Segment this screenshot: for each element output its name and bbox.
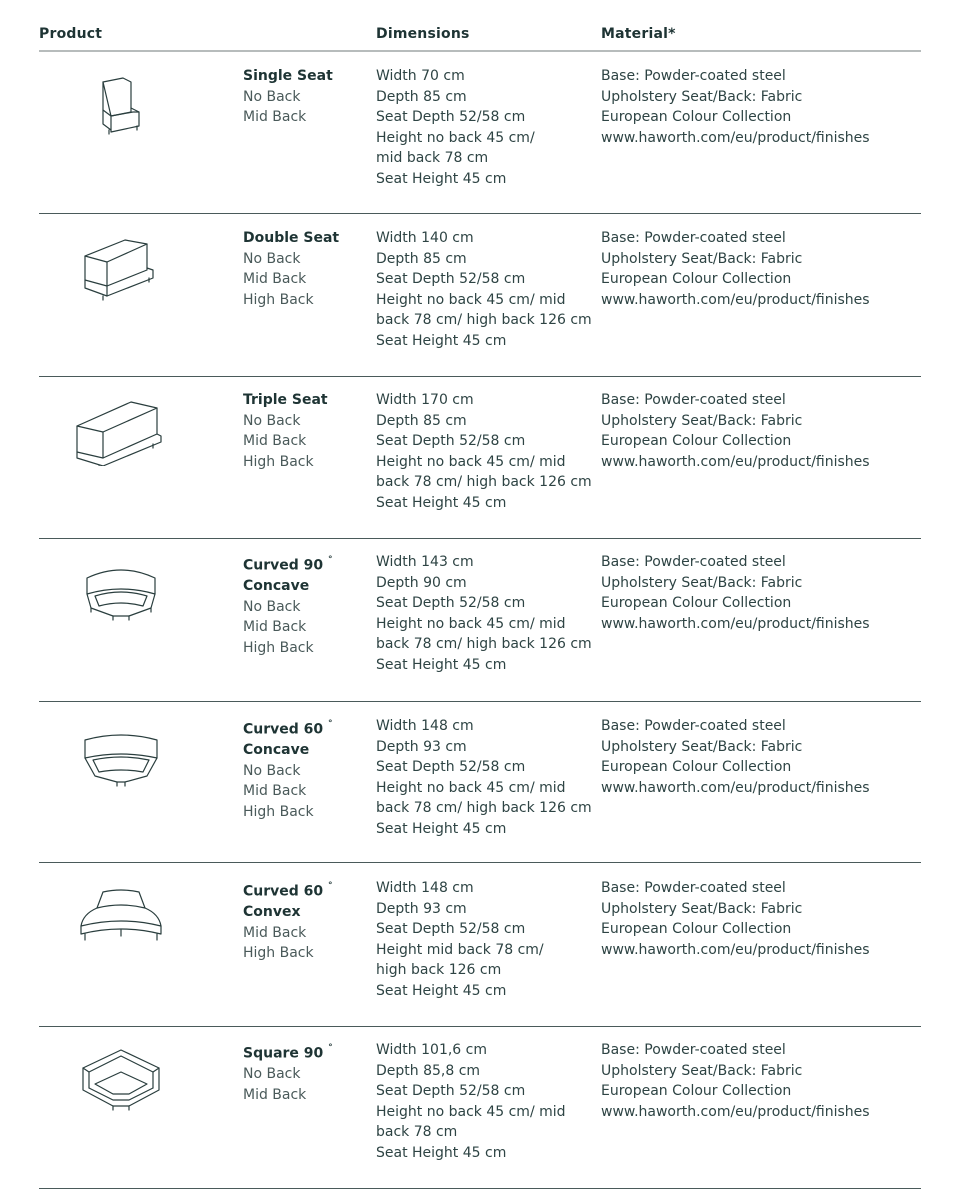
dimension-line: Width 140 cm xyxy=(376,230,474,246)
material-line: Base: Powder-coated steel xyxy=(601,230,786,246)
product-name: Convex xyxy=(243,904,301,921)
finishes-link[interactable]: www.haworth.com/eu/product/finishes xyxy=(601,453,870,470)
back-option: High Back xyxy=(243,453,314,470)
dimension-line: back 78 cm/ high back 126 cm xyxy=(376,800,592,816)
back-option: Mid Back xyxy=(243,1086,307,1103)
table-header xyxy=(39,26,921,52)
back-option: High Back xyxy=(243,945,314,962)
material-line: Base: Powder-coated steel xyxy=(601,718,786,734)
back-option: No Back xyxy=(243,762,301,779)
dimensions-block xyxy=(376,878,591,1001)
material-line: European Colour Collection xyxy=(601,595,792,611)
product-name: Double Seat xyxy=(243,230,340,246)
dimension-line: Width 101,6 cm xyxy=(376,1042,487,1058)
back-option: Mid Back xyxy=(243,619,307,636)
dimension-line: Width 70 cm xyxy=(376,68,465,84)
dimension-line: Height mid back 78 cm/ xyxy=(376,941,544,958)
back-option: No Back xyxy=(243,598,301,615)
dimension-line: Seat Height 45 cm xyxy=(376,656,507,673)
material-line: Upholstery Seat/Back: Fabric xyxy=(601,574,803,591)
material-block xyxy=(601,390,901,472)
dimension-line: Seat Height 45 cm xyxy=(376,982,507,999)
dimension-line: mid back 78 cm xyxy=(376,150,489,166)
finishes-link[interactable]: www.haworth.com/eu/product/finishes xyxy=(601,129,870,146)
dimension-line: Width 148 cm xyxy=(376,880,474,896)
material-block xyxy=(601,66,901,148)
dimension-line: Height no back 45 cm/ mid xyxy=(376,291,566,308)
dimension-line: Width 170 cm xyxy=(376,392,474,408)
material-line: Base: Powder-coated steel xyxy=(601,880,786,896)
material-block xyxy=(601,878,901,960)
material-line: Upholstery Seat/Back: Fabric xyxy=(601,1062,803,1079)
material-line: Upholstery Seat/Back: Fabric xyxy=(601,250,803,267)
dimension-line: Seat Depth 52/58 cm xyxy=(376,595,526,611)
dimension-line: high back 126 cm xyxy=(376,962,502,978)
dimension-line: Depth 93 cm xyxy=(376,900,467,917)
dimension-line: Depth 85 cm xyxy=(376,88,467,105)
product-row xyxy=(39,1040,921,1189)
degree-symbol: ° xyxy=(328,881,333,891)
dimensions-block xyxy=(376,552,591,675)
dimension-line: Height no back 45 cm/ mid xyxy=(376,453,566,470)
back-option: Mid Back xyxy=(243,433,307,449)
dimension-line: Seat Height 45 cm xyxy=(376,494,507,511)
dimensions-block xyxy=(376,1040,591,1163)
back-option: High Back xyxy=(243,803,314,820)
dimensions-block xyxy=(376,66,591,189)
dimension-line: Depth 93 cm xyxy=(376,738,467,755)
dimension-line: Seat Depth 52/58 cm xyxy=(376,921,526,937)
product-name: Curved 60 ° xyxy=(243,719,333,738)
dimension-line: Seat Height 45 cm xyxy=(376,820,507,837)
product-name: Curved 60 ° xyxy=(243,881,333,900)
product-name: Curved 90 ° xyxy=(243,555,333,574)
double-seat-icon xyxy=(73,234,169,304)
dimensions-column-header: Dimensions xyxy=(376,26,470,42)
product-name: Square 90 ° xyxy=(243,1043,333,1062)
back-option: Mid Back xyxy=(243,271,307,287)
material-line: Base: Powder-coated steel xyxy=(601,1042,786,1058)
degree-symbol: ° xyxy=(328,555,333,565)
product-column-header: Product xyxy=(39,26,103,42)
product-row xyxy=(39,390,921,539)
dimension-line: Depth 85,8 cm xyxy=(376,1062,481,1079)
finishes-link[interactable]: www.haworth.com/eu/product/finishes xyxy=(601,615,870,632)
product-row xyxy=(39,228,921,377)
dimension-line: Depth 90 cm xyxy=(376,574,467,591)
dimensions-block xyxy=(376,228,591,351)
product-name-block xyxy=(243,1040,363,1105)
dimension-line: Seat Height 45 cm xyxy=(376,170,507,187)
product-row xyxy=(39,66,921,214)
dimension-line: Seat Depth 52/58 cm xyxy=(376,433,526,449)
back-option: High Back xyxy=(243,291,314,308)
product-name: Concave xyxy=(243,578,310,595)
dimensions-block xyxy=(376,716,591,839)
curved-60-concave-icon xyxy=(73,722,169,792)
back-option: Mid Back xyxy=(243,783,307,800)
material-line: European Colour Collection xyxy=(601,1083,792,1099)
material-line: Upholstery Seat/Back: Fabric xyxy=(601,412,803,429)
dimension-line: Seat Height 45 cm xyxy=(376,1144,507,1161)
material-line: European Colour Collection xyxy=(601,271,792,287)
product-row xyxy=(39,552,921,702)
material-line: European Colour Collection xyxy=(601,433,792,449)
material-line: European Colour Collection xyxy=(601,759,792,775)
finishes-link[interactable]: www.haworth.com/eu/product/finishes xyxy=(601,291,870,308)
dimension-line: Height no back 45 cm/ mid xyxy=(376,1103,566,1120)
degree-symbol: ° xyxy=(328,719,333,729)
back-option: No Back xyxy=(243,250,301,267)
material-block xyxy=(601,716,901,798)
material-line: European Colour Collection xyxy=(601,921,792,937)
material-line: Upholstery Seat/Back: Fabric xyxy=(601,88,803,105)
material-line: Upholstery Seat/Back: Fabric xyxy=(601,738,803,755)
material-block xyxy=(601,228,901,310)
finishes-link[interactable]: www.haworth.com/eu/product/finishes xyxy=(601,1103,870,1120)
dimension-line: back 78 cm xyxy=(376,1124,458,1140)
back-option: No Back xyxy=(243,88,301,105)
curved-60-convex-icon xyxy=(73,884,169,954)
product-name-block xyxy=(243,878,363,964)
triple-seat-icon xyxy=(73,396,169,466)
product-name: Concave xyxy=(243,742,310,759)
product-row xyxy=(39,878,921,1027)
back-option: High Back xyxy=(243,639,314,656)
material-line: European Colour Collection xyxy=(601,109,792,125)
dimension-line: Height no back 45 cm/ xyxy=(376,129,535,146)
dimension-line: Seat Depth 52/58 cm xyxy=(376,109,526,125)
finishes-link[interactable]: www.haworth.com/eu/product/finishes xyxy=(601,779,870,796)
dimension-line: back 78 cm/ high back 126 cm xyxy=(376,636,592,652)
back-option: No Back xyxy=(243,1066,301,1083)
finishes-link[interactable]: www.haworth.com/eu/product/finishes xyxy=(601,941,870,958)
dimension-line: Seat Depth 52/58 cm xyxy=(376,759,526,775)
dimension-line: Height no back 45 cm/ mid xyxy=(376,779,566,796)
back-option: No Back xyxy=(243,412,301,429)
single-seat-icon xyxy=(73,72,169,142)
material-line: Base: Powder-coated steel xyxy=(601,392,786,408)
dimension-line: Height no back 45 cm/ mid xyxy=(376,615,566,632)
curved-90-concave-icon xyxy=(73,558,169,628)
square-90-icon xyxy=(73,1046,169,1116)
material-block xyxy=(601,552,901,634)
dimensions-block xyxy=(376,390,591,513)
dimension-line: Depth 85 cm xyxy=(376,412,467,429)
dimension-line: Depth 85 cm xyxy=(376,250,467,267)
product-name-block xyxy=(243,228,363,310)
degree-symbol: ° xyxy=(328,1043,333,1053)
material-line: Base: Powder-coated steel xyxy=(601,68,786,84)
dimension-line: Seat Depth 52/58 cm xyxy=(376,1083,526,1099)
back-option: Mid Back xyxy=(243,109,307,125)
material-block xyxy=(601,1040,901,1122)
dimension-line: Seat Depth 52/58 cm xyxy=(376,271,526,287)
product-name: Triple Seat xyxy=(243,392,328,408)
material-line: Base: Powder-coated steel xyxy=(601,554,786,570)
product-name-block xyxy=(243,390,363,472)
dimension-line: back 78 cm/ high back 126 cm xyxy=(376,474,592,490)
product-row xyxy=(39,716,921,863)
dimension-line: Width 143 cm xyxy=(376,554,474,570)
material-line: Upholstery Seat/Back: Fabric xyxy=(601,900,803,917)
back-option: Mid Back xyxy=(243,924,307,941)
product-name: Single Seat xyxy=(243,68,333,84)
dimension-line: Seat Height 45 cm xyxy=(376,332,507,349)
product-name-block xyxy=(243,66,363,128)
product-name-block xyxy=(243,716,363,822)
dimension-line: Width 148 cm xyxy=(376,718,474,734)
product-name-block xyxy=(243,552,363,658)
material-column-header: Material* xyxy=(601,26,676,42)
dimension-line: back 78 cm/ high back 126 cm xyxy=(376,312,592,328)
